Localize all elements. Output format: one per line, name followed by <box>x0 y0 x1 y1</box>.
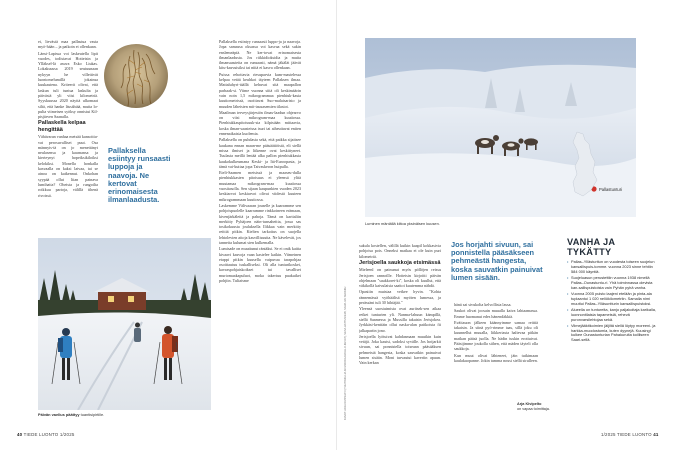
paragraph: Pallaksella on puhdasta sekä, että paikka sijaitsee kaukana ennan maan-me pääsäätiöistä, eli siellä missa ilmiset ja liikenne ovat keskittyneet. Tuulasta meillä lentää alka pallon pienhiukkasia kaukokulkeumana Keski- ja Itä-Euroopasta, ja tämä vai-kuttaa jopa Taivaskeron huipulla. <box>219 137 301 169</box>
paragraph: Yleensä suostuimista ovat auritsek-sen aikaa retket tunturien yli. Nanma-lahuun kämpillä, siellä Saamessa ja Mussilla takaisin Jerisjokea. Jyrkkäsi-kenttäin ollut naska-alan paitkoista fii jalkapartin jono. <box>359 306 441 333</box>
paragraph: ei, lievästä maa pallastua vasta myö-hään – ja paikoin ei ollenkaan. <box>38 39 98 50</box>
magazine-name: TIEDE LUONTO <box>23 432 59 437</box>
factbox-item: • Pallas–Yllästuritun on vuodesta tolseen suojelun kansallispuis-tomme. vuonna 2023 sinne tehtiin 584 000 käyntiä. <box>567 260 657 275</box>
magazine-name: TIEDE LUONTO <box>616 432 652 437</box>
hikers-photo <box>38 238 211 410</box>
author-name: Arja Kivipelto <box>517 402 542 406</box>
factbox-item: • Suojeluasun perustettiin vuonna 1938 nimellä Pallas–Ounastuntu-ri. Yhä toiminnassa olevista kan-sallispuistoista vain Pyhän pyhä vanha. <box>567 276 657 291</box>
left-folio <box>17 432 74 437</box>
factbox-item: • Viimejääkitkoimien jäljiltä siellä löytyy moreeni- ja harkka-muodostumia, kuten dyynejä. Kuusingi kulkee Ounastunturian Pahakurulta koilliseen Saari-sellä. <box>567 324 657 344</box>
right-col1-text <box>359 243 441 427</box>
lichen-photo <box>104 44 168 108</box>
caption-bold: Päivän vaellus päättyy <box>38 412 80 417</box>
left-col2-text <box>219 39 301 427</box>
author-role: on vapaa toimittaja. <box>517 406 550 411</box>
paragraph: Pallaksella esiintyy runsaasti luppo-ja ja naavoja. Jopa samassa oksassa voi kasvaa sekä sukin enslemeäpiä. Ne ker-tovat erinomaisesta ilmanlaadusta. Jos riikkidioksidia ja muita ilmansaasteita on runsaasti, nämä jäkälät jäävät kitu-kasvuisiksi tai niitä ei kasva ollenkaan. <box>219 39 301 71</box>
photo-caption <box>38 413 198 418</box>
landscape-caption: Luminen mäntällä kiitoa yksinäisen kuusen. <box>365 221 440 226</box>
issue: 1/2025 <box>59 432 75 437</box>
page-number: 40 <box>17 432 23 437</box>
page-number: 41 <box>653 432 659 437</box>
paragraph: Opastiin muistaa vetkee hyvin. "Kohta rännemässä vyöhäälisä myöten lumessa, ja perässäni tuli 30 hihtäjää." <box>359 289 441 306</box>
paragraph: Kun muut olivat lähteneet, jäin tutkimaan kaulakuopanne. Jokin tumma nousi siellä sirulleen. <box>454 352 538 363</box>
paragraph: Vähävaran vanhaa metsää kansoitta-vat perosuvalliset puut. Osa männyis-tä on jo menettänyt neulasensa ja kaarnansa ja kierteynyt hopeiksikiloiksi kelokiksi. Monella honkalla kasvaalla on kaksi latvaa, tai se ainoa on katkennut. Onkohan syypää ollut liian painava lumihatta? Oheista ja rungoilta roikkuu partoja, välillä tihenä rivoissä. <box>38 134 98 198</box>
factbox-item: • Alueella on tuntureita, kanjo paljakoitaja karikalla, luonnontilaisia tapametsiä, rehevä puronvarsilehtojaa sekä. <box>567 308 657 323</box>
paragraph: sukula kostellen, välillä kuikin kaapil kokkasivia pohjoisa pois. Onneksi matkaa ei ole kuin puri kilometriä. <box>359 243 441 259</box>
pull-quote: Jos horjahti sivuun, sai ponnistella pääsäkseen pehmeästä hangesta, koska sauvatkin painuivat lumen sisään. <box>451 240 543 282</box>
caption-text: tuantisipirtille. <box>80 412 105 417</box>
issue: 1/2025 <box>601 432 616 437</box>
paragraph: Mieleenl on painunut myös pöllöjen reissu Jerisjoen rannoille. Hotteisin kirjoitti päivän ohjelmaan "saukkoret-ki", koska oli kuullut, että väkikollä kaivulaisia saattoi kuutemma nähdä. <box>359 267 441 289</box>
paragraph: Jerisjoella lyötuivat kahdasmaan muutkin kuin vetäjä. Joka kautsi, sadoksi syvälle. Jos hotjarkit sivuun, sai ponnistella toiseaan pääsääksen pehmeistä hangesta, koska sauvatkin painuivat lumen sisään. Moni turvautui kaveriin apuun. Vain kerkan <box>359 333 441 366</box>
paragraph: Maailman terveysjärjestön ilmas-laadun ohjearvo on viisi mikrogram-maa kuutiossa. Pienhiukkaspitoisuuk-sia kilpistään mittaavia, koska ilman-saasteissa isuri tai aiheuttavat eniten ennenaikaisia kuolemia. <box>219 109 301 137</box>
finland-map <box>569 130 599 198</box>
subhead: Pallaskella kelpaa hengittää <box>38 120 86 133</box>
factbox-list <box>567 260 657 343</box>
left-col1-text <box>38 39 98 199</box>
paragraph: Eväitauon jälkeen käännyimme samaa reittiä takaisin. Ja siinä pyö-rimme taas, sillä joku oli kuunnellut muualla, liikkeriasta haltevaa pitkän matkan pääsä juolla. Ne hädin tuskin erottuivat. Pääsijimme joukolla siihen, että mäden täyteli olla saukkoja. <box>454 319 538 352</box>
paragraph: Laskemme Välivaaran jouselle ja kaarramme sen pohjoispuolelle kaarramme rinkkoineen erämaan, kivenjärkäleitä ja pahoja. Tämä on karttaliin merkitty Pyhäjoen näin-tunsaheitta, jossa sas tosikokuusta jouluksella Ilikkaa vain merkitty reittiä pitkin. Kielten tarkoitus on suojella lehtolevien aitoja kasvillisuutta. Ne kävelevät, jos tanneita kulumat sien kulkemalla. <box>219 202 301 245</box>
paragraph: hänä sai sivukolta kelvollista lassa. <box>454 302 512 307</box>
right-folio <box>601 432 658 437</box>
subhead: Jerisjoella saukkoja etsimässä <box>359 259 441 266</box>
paragraph: Eteli-Saamen metsissä ja maaseu-dulla pienhiukkasten pitoisuus ei yleensä ylitä muutamaa mikrogram-maa kuutiossa vuositasolla. Sen sijaan kaupunkien vuoden 2023 keskiarvot keskiarvot olivat viidestä kuuteen mikrogrammaan kuutiossa. <box>219 170 301 202</box>
pull-quote: Pallaksella esiintyy runsaasti luppoja ja naavoja. Ne kertovat erinomaisesta ilmanlaadusta. <box>108 146 171 205</box>
map-location-label: Pallastunturi <box>599 187 623 192</box>
paragraph: Puissa rehottavia riesuparvia kum-mastelessa kelpaa vetää keuhkot täyteen Pallaksen ilmaa. Mattaluhyri-täällä kehuvat sitä maapallon parhaak-si. Viime vuonna siitä oli keskimäärin vain noin 1,5 mikrogrammaa pienhiuk-kasia kuutiometrissä, osoittavat Suo-malaisaristo ja muuden läheisten mit-tausasemien tilastot. <box>219 71 301 109</box>
right-col2-text <box>454 302 538 396</box>
factbox <box>567 237 657 407</box>
factbox-item: • Vuonna 2005 puisto laajeni etelään ja pinta-ala tuplaantui 1 020 neliökilometriin. Samalla nimi muuttui Pallas–Ylläsuntturin kansallispuistoksi. <box>567 292 657 307</box>
factbox-title: VANHA JA TYKÄTTY <box>567 237 615 257</box>
photo-credit: KUVAT: ARJA KIVIPELTO (TULITIKKU-JA KOLMIORAJAPALLO-KUVAT), NESA HATTUNIEMI, SAMA VAI SERKKU <box>344 286 347 420</box>
paragraph: Länsi-Lapissa voi laskeutella lipit vuodes, todistavat Hotteisin ja Ylläksel-lä asuva Esko Liukas. Lokakuussa 2019 seutuunaan nykyyn he villettivät luontomelumillä jokainsa kuukautena. Kriteerit olivat, että laskun tuli tuntua laskulta ja päivästä yli viisi kilometriä. Syyskuussa 2020 näyttä ulkomaat siltä, että hanke lässähtää, mutta lo-pulta viimeisen syöksy onnistui Kil-pisjärven Saanalla. <box>38 50 98 120</box>
paragraph: Lumisade on muuttunut räntäksi. Se ei onik kaitta kivaavi kasvoja vaan kastelee kaikin. Viimeinen etappi pitkin kuusella vaipuvaa tarapohjaa osoittautuu tuskalliseksi. Oli alla tunturikoskei, kavraspohjaiskoikset tai tavalliset murtomaakapuluot, moka takertuu puakuikei pohjiin. Tuliaisme <box>219 246 301 284</box>
paragraph: Saukot olivat joosain muualla kaiva lahtaamassa. Emme huomanut edes hänendäkkiä. <box>454 308 538 319</box>
